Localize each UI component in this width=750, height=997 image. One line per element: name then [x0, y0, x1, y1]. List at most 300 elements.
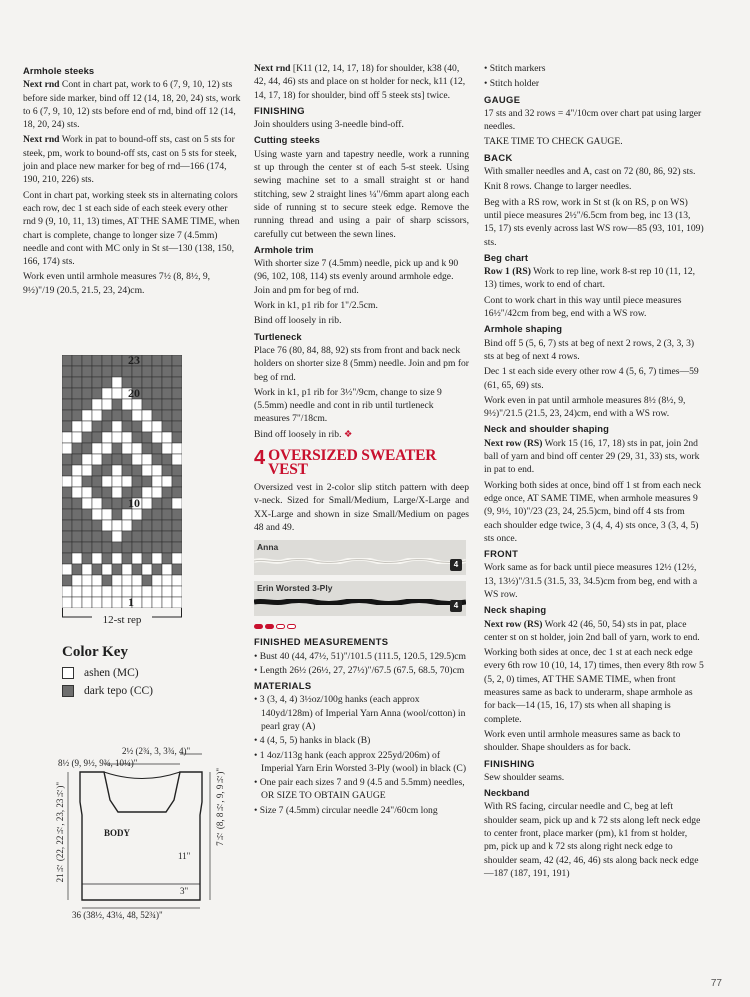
chart-cell	[62, 498, 72, 509]
chart-cell	[62, 421, 72, 432]
chart-cell	[142, 509, 152, 520]
chart-cell	[152, 509, 162, 520]
chart-cell	[102, 366, 112, 377]
chart-cell	[92, 575, 102, 586]
chart-cell	[152, 542, 162, 553]
chart-cell	[122, 542, 132, 553]
column-2	[254, 62, 469, 818]
body-schematic	[20, 740, 250, 920]
chart-cell	[82, 399, 92, 410]
yarn-name: Anna	[257, 542, 279, 553]
chart-cell	[172, 454, 182, 465]
chart-cell	[162, 586, 172, 597]
chart-cell	[112, 586, 122, 597]
chart-cell	[72, 509, 82, 520]
neck-shaping-heading: Neck shaping	[484, 604, 547, 616]
list-item: • 1 4oz/113g hank (each approx 225yd/206m) of Imperial Yarn Erin Worsted 3-Ply (wool) in black (C)	[254, 749, 467, 774]
chart-cell	[172, 443, 182, 454]
chart-cell	[162, 443, 172, 454]
chart-cell	[162, 421, 172, 432]
project-number: 4	[254, 447, 266, 470]
chart-cell	[162, 377, 172, 388]
chart-cell	[142, 432, 152, 443]
chart-cell	[62, 597, 72, 608]
chart-cell	[82, 542, 92, 553]
chart-cell	[62, 388, 72, 399]
chart-cell	[152, 564, 162, 575]
chart-cell	[112, 509, 122, 520]
list-item: • One pair each sizes 7 and 9 (4.5 and 5.5mm) needles, OR SIZE TO OBTAIN GAUGE	[254, 777, 465, 802]
chart-cell	[172, 487, 182, 498]
chart-cell	[92, 520, 102, 531]
row-label: Row 1 (RS)	[484, 266, 531, 278]
chart-cell	[122, 575, 132, 586]
chart-cell	[162, 509, 172, 520]
paragraph: Work even until armhole measures same as back to shoulder. Shape shoulders as for back.	[484, 728, 681, 754]
chart-cell	[142, 564, 152, 575]
chart-cell	[152, 597, 162, 608]
chart-cell	[82, 487, 92, 498]
chart-cell	[102, 443, 112, 454]
chart-cell	[102, 465, 112, 476]
chart-cell	[102, 421, 112, 432]
chart-cell	[72, 355, 82, 366]
chart-cell	[62, 355, 72, 366]
chart-cell	[112, 597, 122, 608]
color-key	[62, 644, 153, 703]
chart-cell	[142, 520, 152, 531]
body-label: BODY	[104, 828, 131, 838]
chart-cell	[72, 586, 82, 597]
chart-cell	[82, 498, 92, 509]
chart-cell	[172, 564, 182, 575]
chart-cell	[82, 564, 92, 575]
chart-cell	[112, 564, 122, 575]
chart-cell	[172, 498, 182, 509]
color-key-label: dark tepo (CC)	[84, 685, 153, 697]
chart-cell	[112, 388, 122, 399]
paragraph	[254, 62, 469, 102]
chart-cell	[82, 388, 92, 399]
finishing-heading: FINISHING	[254, 104, 305, 116]
chart-cell	[62, 454, 72, 465]
paragraph-text: Work in pat to bound-off sts, cast on 5 sts for steek, pm, work to bound-off sts, cast on 5 sts for steek, join and place new marker for beg of rnd—166 (174, 190, 210, 226) sts.	[23, 134, 237, 186]
skill-level-icon	[254, 624, 469, 629]
chart-cell	[72, 399, 82, 410]
chart-cell	[112, 476, 122, 487]
chart-cell	[102, 553, 112, 564]
chart-cell	[102, 388, 112, 399]
chart-cell	[162, 432, 172, 443]
chart-cell	[72, 377, 82, 388]
chart-cell	[162, 388, 172, 399]
rib-height-label: 3"	[180, 886, 189, 896]
chart-cell	[152, 443, 162, 454]
chart-cell	[142, 586, 152, 597]
chart-cell	[112, 366, 122, 377]
paragraph: Working both sides at once, bind off 1 st from each neck edge once, AT SAME TIME, when armhole measures 9 (9, 9½, 10)"/23 (23, 24, 25.5)cm, bind off 4 sts from each shoulder edge twice, 3 (4, 4, 4) sts once, 3 (3, 4, 5) sts once.	[484, 479, 701, 544]
chart-cell	[142, 377, 152, 388]
chart-cell	[112, 465, 122, 476]
paragraph: Bind off 5 (5, 6, 7) sts at beg of next 2 rows, 2 (3, 3, 3) sts at beg of next 4 rows.	[484, 337, 695, 362]
chart-cell	[112, 399, 122, 410]
chart-row-label: 10	[128, 496, 140, 510]
paragraph	[484, 265, 704, 292]
chart-cell	[112, 531, 122, 542]
chart-cell	[92, 443, 102, 454]
paragraph: Place 76 (80, 84, 88, 92) sts from front and back neck holders on shorter size 8 (5mm) needle. Join and pm for beg of rnd.	[254, 344, 470, 383]
chart-cell	[172, 377, 182, 388]
chart-cell	[72, 564, 82, 575]
chart-cell	[142, 388, 152, 399]
chart-cell	[62, 564, 72, 575]
chart-cell	[82, 520, 92, 531]
chart-cell	[132, 421, 142, 432]
colorwork-chart	[62, 355, 182, 608]
chart-cell	[152, 531, 162, 542]
chart-cell	[142, 487, 152, 498]
paragraph	[23, 78, 241, 131]
paragraph-text: Bind off loosely in rib.	[254, 428, 342, 440]
chart-cell	[62, 553, 72, 564]
chart-cell	[152, 520, 162, 531]
chart-cell	[112, 355, 122, 366]
armhole-trim-heading: Armhole trim	[254, 243, 314, 255]
paragraph: Bind off loosely in rib.	[254, 315, 342, 327]
chart-cell	[142, 366, 152, 377]
chart-cell	[62, 542, 72, 553]
list-item: • 3 (3, 4, 4) 3½oz/100g hanks (each approx 140yd/128m) of Imperial Yarn Anna (wool/cotton) in pearl gray (A)	[254, 694, 466, 732]
chart-cell	[162, 410, 172, 421]
chart-cell	[72, 498, 82, 509]
chart-cell	[72, 531, 82, 542]
chart-cell	[152, 421, 162, 432]
paragraph: Dec 1 st each side every other row 4 (5, 6, 7) times—59 (61, 65, 69) sts.	[484, 366, 699, 391]
chart-cell	[102, 454, 112, 465]
row-label: Next row (RS)	[484, 618, 543, 630]
chart-cell	[92, 355, 102, 366]
chart-cell	[82, 421, 92, 432]
chart-cell	[92, 542, 102, 553]
chart-row-label: 1	[128, 595, 134, 609]
column-1	[23, 62, 241, 299]
chart-cell	[162, 399, 172, 410]
chart-cell	[152, 454, 162, 465]
chart-cell	[162, 366, 172, 377]
row-label: Next row (RS)	[484, 437, 543, 449]
chart-cell	[152, 465, 162, 476]
chart-cell	[112, 487, 122, 498]
chart-cell	[92, 432, 102, 443]
color-key-item	[62, 685, 153, 697]
chart-cell	[62, 509, 72, 520]
chart-cell	[112, 421, 122, 432]
chart-cell	[162, 597, 172, 608]
chart-cell	[72, 553, 82, 564]
chart-cell	[162, 520, 172, 531]
chart-cell	[132, 553, 142, 564]
chart-cell	[82, 575, 92, 586]
chart-cell	[92, 509, 102, 520]
list-item: • Stitch holder	[484, 78, 540, 90]
chart-cell	[112, 454, 122, 465]
list-item: • Stitch markers	[484, 63, 546, 74]
chart-cell	[82, 355, 92, 366]
chart-cell	[112, 542, 122, 553]
paragraph	[254, 428, 469, 441]
column-3	[484, 62, 704, 882]
neck-shoulder-heading: Neck and shoulder shaping	[484, 423, 609, 435]
chart-cell	[92, 553, 102, 564]
materials-list	[254, 693, 469, 817]
chart-cell	[122, 465, 132, 476]
yarn-swatch-erin	[254, 581, 466, 616]
chart-cell	[152, 399, 162, 410]
chart-cell	[62, 520, 72, 531]
paragraph: 17 sts and 32 rows = 4"/10cm over chart pat using larger needles.	[484, 107, 702, 133]
color-swatch	[62, 685, 74, 697]
chart-cell	[112, 575, 122, 586]
chart-cell	[152, 476, 162, 487]
front-heading: FRONT	[484, 548, 519, 560]
chart-cell	[92, 399, 102, 410]
bottom-width-label: 36 (38½, 43¼, 48, 52¾)"	[72, 910, 163, 920]
chart-cell	[72, 465, 82, 476]
chart-cell	[152, 487, 162, 498]
chart-cell	[62, 575, 72, 586]
chart-cell	[122, 520, 132, 531]
chart-cell	[62, 586, 72, 597]
chart-cell	[102, 377, 112, 388]
paragraph	[484, 437, 704, 477]
length-label: 21½ (22, 22½, 23, 23½)"	[55, 782, 65, 883]
chart-cell	[72, 597, 82, 608]
chart-cell	[122, 432, 132, 443]
chart-cell	[152, 432, 162, 443]
chart-cell	[172, 421, 182, 432]
chart-cell	[62, 366, 72, 377]
chart-cell	[172, 542, 182, 553]
row-label: Next rnd	[254, 63, 291, 74]
chart-cell	[132, 410, 142, 421]
chart-cell	[102, 432, 112, 443]
paragraph-text: [K11 (12, 14, 17, 18) for shoulder, k38 (40, 42, 44, 46) sts and place on st holder for neck, k11 (12, 14, 17, 18) for shoulder, bind off 5 steek sts] twice.	[254, 63, 466, 101]
chart-cell	[82, 553, 92, 564]
chart-cell	[152, 366, 162, 377]
chart-cell	[162, 454, 172, 465]
chart-cell	[92, 410, 102, 421]
chart-cell	[92, 531, 102, 542]
chart-cell	[92, 586, 102, 597]
chart-cell	[172, 476, 182, 487]
gauge-heading: GAUGE	[484, 93, 521, 105]
chart-cell	[132, 432, 142, 443]
chart-cell	[172, 410, 182, 421]
chart-cell	[162, 553, 172, 564]
yarn-weight-icon: 4	[450, 600, 462, 612]
cutting-steeks-heading: Cutting steeks	[254, 134, 320, 146]
chart-cell	[72, 542, 82, 553]
chart-cell	[72, 575, 82, 586]
chart-grid	[62, 355, 182, 608]
chart-cell	[142, 542, 152, 553]
rep-label: 12-st rep	[102, 614, 142, 626]
neck-width-label: 8½ (9, 9½, 9¾, 10¼)"	[58, 758, 138, 768]
chart-cell	[102, 575, 112, 586]
paragraph: Work even in pat until armhole measures 8½ (8½, 9, 9½)"/21.5 (21.5, 23, 24)cm, end with a WS row.	[484, 394, 686, 420]
chart-cell	[142, 355, 152, 366]
chart-cell	[172, 366, 182, 377]
chart-cell	[72, 421, 82, 432]
chart-cell	[162, 465, 172, 476]
chart-cell	[62, 399, 72, 410]
paragraph: Join shoulders using 3-needle bind-off.	[254, 119, 404, 131]
chart-cell	[162, 476, 172, 487]
chart-cell	[142, 553, 152, 564]
chart-cell	[152, 410, 162, 421]
chart-cell	[122, 410, 132, 421]
project-title	[254, 449, 469, 477]
paragraph-text: Work 15 (16, 17, 18) sts in pat, join 2nd ball of yarn and bind off center 29 (29, 31, 33) sts, work in pat to end.	[484, 437, 700, 476]
chart-cell	[142, 399, 152, 410]
chart-cell	[92, 564, 102, 575]
chart-cell	[72, 487, 82, 498]
yarn-strand-image	[254, 599, 466, 605]
chart-cell	[142, 465, 152, 476]
chart-cell	[92, 377, 102, 388]
chart-cell	[62, 377, 72, 388]
paragraph: Working both sides at once, dec 1 st at each neck edge every 6th row 10 (10, 14, 17) times, then every 8th row 5 (5, 2, 0) times, AT THE SAME TIME, when front measures same as back to underarm, shape armhole as for back—14 (15, 16, 17) sts when all shaping is complete.	[484, 647, 704, 725]
chart-cell	[92, 597, 102, 608]
row-label: Next rnd	[23, 134, 60, 146]
color-key-item	[62, 667, 153, 679]
armhole-depth-label: 7½ (8, 8½, 9, 9½)"	[215, 768, 225, 846]
list-item: • Size 7 (4.5mm) circular needle 24"/60cm long	[254, 804, 438, 816]
chart-cell	[172, 355, 182, 366]
chart-cell	[102, 399, 112, 410]
chart-cell	[112, 553, 122, 564]
chart-cell	[102, 564, 112, 575]
chart-cell	[82, 597, 92, 608]
chart-cell	[122, 531, 132, 542]
list-item: • Length 26½ (26½, 27, 27½)"/67.5 (67.5, 68.5, 70)cm	[254, 664, 465, 676]
chart-cell	[152, 377, 162, 388]
chart-cell	[172, 586, 182, 597]
chart-cell	[142, 498, 152, 509]
paragraph-text: Cont in chart pat, work to 6 (7, 9, 10, 12) sts before side marker, bind off 12 (14, 18, 20, 24) sts, work to 6 (7, 9, 10, 12) sts before end of rnd, bind off 12 (14, 18, 20, 24) sts.	[23, 79, 241, 131]
paragraph: Work in k1, p1 rib for 1"/2.5cm.	[254, 300, 378, 312]
chart-cell	[92, 465, 102, 476]
paragraph: Work in k1, p1 rib for 3½"/9cm, change to size 9 (5.5mm) needle and cont in rib until turtleneck measures 7"/18cm.	[254, 386, 442, 425]
chart-cell	[82, 586, 92, 597]
chart-cell	[172, 399, 182, 410]
chart-cell	[102, 487, 112, 498]
project-title-text: OVERSIZED SWEATER VEST	[268, 447, 437, 479]
chart-cell	[112, 520, 122, 531]
paragraph: With RS facing, circular needle and C, beg at left shoulder seam, pick up and k 72 sts along left neck edge to center front, place marker (pm), k1 from st holder, pm, pick up and k 72 sts along right neck edge to shoulder seam, 42 (42, 46, 46) sts along back neck edge—187 (187, 191, 191)	[484, 801, 701, 879]
chart-cell	[142, 443, 152, 454]
paragraph: Cont in chart pat, working steek sts in alternating colors each row, dec 1 st each side of each steek every other rnd 9 (9, 10, 11, 13) times, AT THE SAME TIME, when chart is complete, change to longer size 7 (4.5mm) needle and cont with MC only in St st—130 (138, 150, 166, 174) sts.	[23, 189, 240, 268]
chart-cell	[132, 542, 142, 553]
back-heading: BACK	[484, 151, 513, 163]
chart-cell	[82, 377, 92, 388]
chart-cell	[152, 553, 162, 564]
chart-cell	[152, 388, 162, 399]
chart-cell	[172, 531, 182, 542]
chart-cell	[82, 454, 92, 465]
chart-cell	[172, 520, 182, 531]
chart-cell	[102, 542, 112, 553]
chart-cell	[62, 443, 72, 454]
chart-cell	[102, 586, 112, 597]
chart-cell	[112, 410, 122, 421]
turtleneck-heading: Turtleneck	[254, 330, 302, 342]
chart-cell	[162, 355, 172, 366]
chart-cell	[162, 564, 172, 575]
chart-row-label: 20	[128, 386, 140, 400]
chart-cell	[92, 498, 102, 509]
chart-cell	[152, 355, 162, 366]
color-key-label: ashen (MC)	[84, 667, 139, 679]
chart-cell	[72, 454, 82, 465]
paragraph: With smaller needles and A, cast on 72 (80, 86, 92) sts.	[484, 166, 696, 178]
chart-cell	[72, 366, 82, 377]
paragraph: Knit 8 rows. Change to larger needles.	[484, 181, 632, 193]
chart-cell	[92, 476, 102, 487]
chart-cell	[172, 509, 182, 520]
chart-cell	[102, 520, 112, 531]
paragraph: Using waste yarn and tapestry needle, work a running st up through the center st of each 5-st steek. Using sewing machine set to a small straight st or hand stitching, sew 2 straight lines ¼"/6mm apart along each side of running st to secure steek edge. Remove the running thread and using a pair of sharp scissors, carefully cut between the sewn lines.	[254, 148, 469, 240]
chart-cell	[142, 597, 152, 608]
paragraph: Beg with a RS row, work in St st (k on RS, p on WS) until piece measures 2½"/6.5cm from beg, inc 13 (13, 15, 17) sts evenly across last WS row—85 (93, 101, 109) sts.	[484, 196, 704, 248]
chart-cell	[172, 465, 182, 476]
page-number: 77	[710, 978, 722, 989]
paragraph	[23, 133, 241, 186]
chart-cell	[92, 454, 102, 465]
chart-cell	[102, 476, 112, 487]
chart-cell	[122, 454, 132, 465]
materials-heading: MATERIALS	[254, 680, 312, 692]
finishing-heading: FINISHING	[484, 757, 535, 769]
color-key-title: Color Key	[62, 644, 128, 660]
chart-cell	[152, 498, 162, 509]
chart-cell	[152, 586, 162, 597]
chart-cell	[112, 432, 122, 443]
chart-cell	[142, 454, 152, 465]
chart-cell	[72, 432, 82, 443]
chart-cell	[82, 531, 92, 542]
chart-cell	[172, 597, 182, 608]
chart-cell	[142, 421, 152, 432]
chart-cell	[102, 509, 112, 520]
paragraph: Work same as for back until piece measures 12½ (12½, 13, 13½)"/31.5 (31.5, 33, 34.5)cm from beg, end with a WS row.	[484, 562, 698, 600]
chart-cell	[82, 476, 92, 487]
paragraph: Work even until armhole measures 7½ (8, 8½, 9, 9½)"/19 (20.5, 21.5, 23, 24)cm.	[23, 271, 211, 296]
chart-cell	[92, 421, 102, 432]
armhole-shaping-heading: Armhole shaping	[484, 323, 563, 335]
chart-cell	[142, 476, 152, 487]
chart-cell	[132, 454, 142, 465]
chart-cell	[142, 575, 152, 586]
chart-cell	[142, 410, 152, 421]
chart-cell	[82, 443, 92, 454]
chart-cell	[82, 509, 92, 520]
paragraph-text: Work to rep line, work 8-st rep 10 (11, 12, 13) times, work to end of chart.	[484, 266, 696, 291]
chart-cell	[132, 564, 142, 575]
armhole-steeks-heading: Armhole steeks	[23, 65, 95, 76]
end-mark-icon: ❖	[343, 428, 353, 440]
chart-cell	[132, 531, 142, 542]
